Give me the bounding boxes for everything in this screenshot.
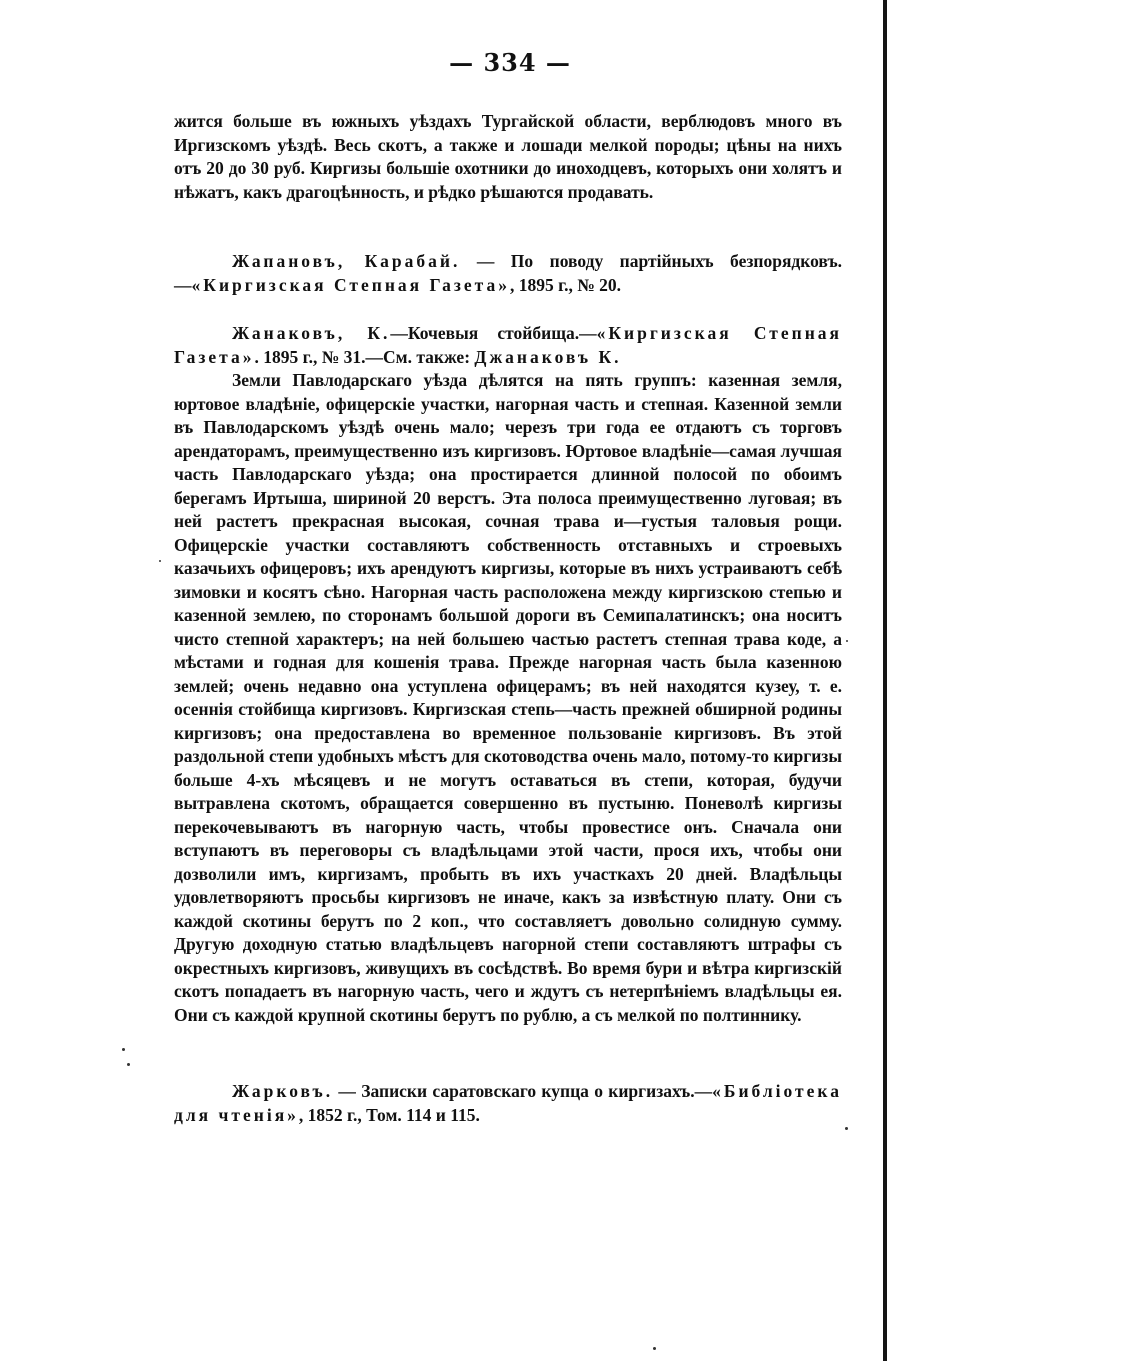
scan-speck xyxy=(653,1347,656,1350)
entry-author: Жарковъ. xyxy=(232,1081,334,1101)
scan-speck xyxy=(159,560,161,562)
scan-speck xyxy=(845,1127,848,1130)
bibliography-entry xyxy=(174,322,842,1027)
entry-details: , 1852 г., Том. 114 и 115. xyxy=(298,1104,480,1125)
entry-heading xyxy=(174,322,842,369)
entry-source: «Киргизская Степная Газета» xyxy=(174,323,843,367)
page-number: — 334 — xyxy=(449,48,571,77)
entry-body: Земли Павлодарскаго уѣзда дѣлятся на пять группъ: казенная земля, юртовое владѣніе, офицерскіе участки, нагорная часть и степная. Казенной земли въ Павлодарскомъ уѣздѣ очень мало; черезъ три года ее отдаютъ съ торговъ арендаторамъ, преимущественно изъ киргизовъ. Юртовое владѣніе—самая лучшая часть Павлодарскаго уѣзда; она простирается длинной полосой по обоимъ берегамъ Иртыша, шириной 20 верстъ. Эта полоса преимущественно луговая; въ ней растетъ прекрасная высокая, сочная трава и—густыя таловыя рощи. Офицерскіе участки составляютъ собственность отставныхъ и строевыхъ казачьихъ офицеровъ; ихъ арендуютъ киргизы, которые въ нихъ устраиваютъ себѣ зимовки и косятъ сѣно. Нагорная часть расположена между киргизскою степью и казенной землею, по сторонамъ большой дороги въ Семипалатинскъ; она носитъ чисто степной характеръ; на ней большею частью растетъ степная трава коде, а мѣстами и годная для кошенія трава. Прежде нагорная часть была казенною землей; очень недавно она уступлена офицерамъ; въ ней находятся кузеу, т. е. осеннія стойбища киргизовъ. Киргизская степь—часть прежней обширной родины киргизовъ; она предоставлена во временное пользованіе киргизовъ. Въ этой раздольной степи удобныхъ мѣстъ для скотоводства очень мало, потому-то киргизы больше 4-хъ мѣсяцевъ и не могутъ оставаться въ степи, которая, будучи вытравлена скотомъ, обращается совершенно въ пустыню. Поневолѣ киргизы перекочевываютъ въ нагорную часть, чтобы провестисе онъ. Сначала они вступаютъ въ переговоры съ владѣльцами этой части, прося ихъ, чтобы они дозволили имъ, киргизамъ, пробыть въ ихъ участкахъ 20 дней. Владѣльцы удовлетворяютъ просьбы киргизовъ не иначе, какъ за извѣстную плату. Они съ каждой скотины берутъ по 2 коп., что составляетъ довольно солидную сумму. Другую доходную статью владѣльцевъ нагорной степи составляютъ штрафы съ окрестныхъ киргизовъ, живущихъ въ сосѣдствѣ. Во время бури и вѣтра киргизскій скотъ попадаетъ въ нагорную часть, чего и ждутъ съ нетерпѣніемъ владѣльцы ея. Они съ каждой крупной скотины берутъ по рублю, а съ мелкой по полтиннику. xyxy=(174,370,842,1025)
intro-paragraph: жится больше въ южныхъ уѣздахъ Тургайской области, верблюдовъ много въ Иргизскомъ уѣздѣ. Весь скотъ, а также и лошади мелкой породы; цѣны на нихъ отъ 20 до 30 руб. Киргизы большіе охотники до иноходцевъ, которыхъ они холятъ и нѣжатъ, какъ драгоцѣнность, и рѣдко рѣшаются продавать. xyxy=(174,111,842,202)
bibliography-entry xyxy=(174,1080,842,1127)
intro-paragraph-block xyxy=(174,110,842,204)
entry-title: —Кочевыя стойбища.— xyxy=(390,323,597,343)
entry-heading xyxy=(174,1080,842,1127)
entry-heading xyxy=(174,250,842,297)
scan-speck xyxy=(846,640,848,642)
scan-speck xyxy=(122,1048,125,1051)
bibliography-entry xyxy=(174,250,842,297)
entry-see-also: Джанаковъ К. xyxy=(474,346,622,367)
entry-source: «Киргизская Степная Газета» xyxy=(191,274,510,295)
entry-author: Жапановъ, Карабай. xyxy=(232,251,461,271)
binding-edge-line xyxy=(883,0,887,1361)
entry-author: Жанаковъ, К. xyxy=(232,323,391,343)
entry-source: «Библіотека для чтенія» xyxy=(174,1081,842,1125)
entry-details: . 1895 г., № 31.—См. также: xyxy=(254,346,475,367)
entry-details: , 1895 г., № 20. xyxy=(509,274,622,295)
entry-title: — Записки саратовскаго купца о киргизахъ.— xyxy=(338,1081,713,1101)
scan-speck xyxy=(127,1063,130,1066)
entry-title: — По поводу партійныхъ безпорядковъ.— xyxy=(174,251,843,295)
